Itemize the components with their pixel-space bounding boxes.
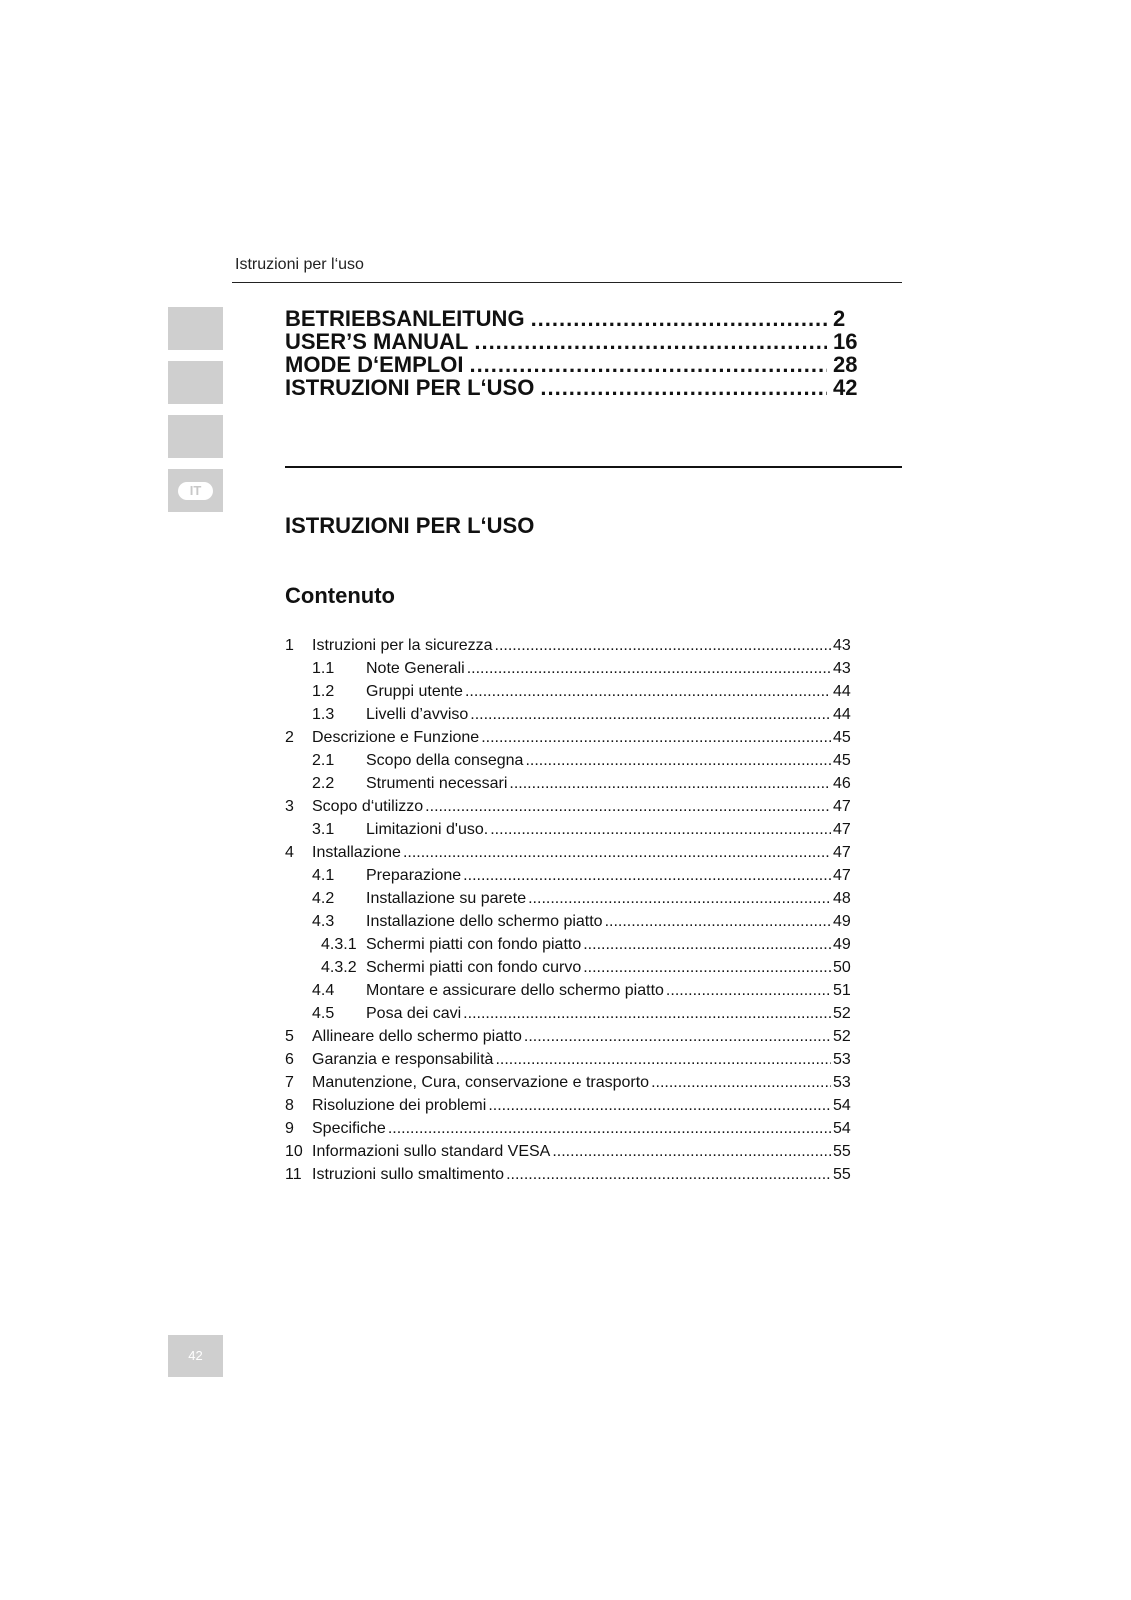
- language-index-title: ISTRUZIONI PER L‘USO: [285, 375, 535, 400]
- toc-entry-title: Specifiche: [312, 1120, 386, 1137]
- language-index-title: MODE D‘EMPLOI: [285, 352, 464, 377]
- toc-entry: [285, 1002, 855, 1025]
- toc-entry: [285, 887, 855, 910]
- toc-entry-title: Garanzia e responsabilità: [312, 1051, 494, 1068]
- toc-entry-page: 46: [833, 775, 851, 792]
- leader-dots: [495, 634, 831, 657]
- toc-entry: [285, 1163, 855, 1186]
- toc-entry: [285, 703, 855, 726]
- language-tab-it: [168, 469, 223, 512]
- toc-entry-number: 2: [285, 729, 294, 746]
- toc-entry-page: 43: [833, 660, 851, 677]
- leader-dots: [552, 1140, 831, 1163]
- toc-entry: [285, 1048, 855, 1071]
- toc-entry-number: 8: [285, 1097, 294, 1114]
- toc-entry-title: Manutenzione, Cura, conservazione e trasporto: [312, 1074, 650, 1091]
- toc-entry-page: 49: [833, 936, 851, 953]
- page-number: 42: [168, 1335, 223, 1377]
- toc-entry: [285, 634, 855, 657]
- toc-entry-page: 53: [833, 1074, 851, 1091]
- toc-entry-page: 52: [833, 1028, 851, 1045]
- toc-entry-title: Installazione: [312, 844, 401, 861]
- language-index-row: [285, 376, 865, 399]
- toc-entry-number: 4.3.1: [321, 936, 357, 953]
- toc-entry-number: 5: [285, 1028, 294, 1045]
- toc-entry-number: 6: [285, 1051, 294, 1068]
- toc-entry-title: Schermi piatti con fondo curvo: [366, 959, 582, 976]
- toc-entry-number: 4: [285, 844, 294, 861]
- leader-dots: [540, 376, 827, 399]
- toc-entry-number: 7: [285, 1074, 294, 1091]
- header-rule: [232, 282, 902, 283]
- toc-entry-page: 44: [833, 683, 851, 700]
- language-index-row: [285, 307, 865, 330]
- leader-dots: [528, 887, 831, 910]
- language-index-row: [285, 353, 865, 376]
- toc-entry: [285, 1140, 855, 1163]
- leader-dots: [583, 956, 831, 979]
- leader-dots: [403, 841, 831, 864]
- toc-entry-title: Montare e assicurare dello schermo piatto: [366, 982, 664, 999]
- toc-entry: [285, 864, 855, 887]
- language-index-page: 16: [833, 329, 858, 354]
- language-index-page: 28: [833, 352, 858, 377]
- toc-entry-page: 45: [833, 729, 851, 746]
- toc-entry-page: 51: [833, 982, 851, 999]
- language-index: [285, 307, 865, 399]
- toc-entry-number: 4.4: [312, 982, 335, 999]
- leader-dots: [525, 749, 831, 772]
- toc-entry-title: Informazioni sullo standard VESA: [312, 1143, 551, 1160]
- toc-entry-number: 4.2: [312, 890, 335, 907]
- toc-entry-page: 48: [833, 890, 851, 907]
- toc-entry: [285, 657, 855, 680]
- toc-entry: [285, 910, 855, 933]
- leader-dots: [495, 1048, 831, 1071]
- toc-entry-title: Note Generali: [366, 660, 465, 677]
- toc-entry-title: Livelli d’avviso: [366, 706, 469, 723]
- toc-entry-page: 43: [833, 637, 851, 654]
- toc-entry: [285, 772, 855, 795]
- toc-entry-page: 47: [833, 798, 851, 815]
- language-tab-1: [168, 307, 223, 350]
- toc-entry-title: Strumenti necessari: [366, 775, 508, 792]
- leader-dots: [490, 818, 831, 841]
- toc-entry: [285, 956, 855, 979]
- toc-entry-number: 4.3: [312, 913, 335, 930]
- toc-entry: [285, 1094, 855, 1117]
- toc-entry-number: 2.1: [312, 752, 335, 769]
- toc-entry-page: 47: [833, 844, 851, 861]
- toc-entry-number: 4.1: [312, 867, 335, 884]
- toc-entry-page: 44: [833, 706, 851, 723]
- toc-entry-page: 49: [833, 913, 851, 930]
- toc-entry-title: Istruzioni sullo smaltimento: [312, 1166, 505, 1183]
- toc-entry-title: Scopo della consegna: [366, 752, 524, 769]
- leader-dots: [469, 353, 827, 376]
- toc-entry-number: 9: [285, 1120, 294, 1137]
- toc-entry: [285, 841, 855, 864]
- leader-dots: [481, 726, 831, 749]
- toc-entry-number: 11: [285, 1166, 302, 1183]
- toc-entry: [285, 726, 855, 749]
- toc-entry-title: Preparazione: [366, 867, 462, 884]
- toc-entry-number: 10: [285, 1143, 303, 1160]
- leader-dots: [506, 1163, 831, 1186]
- toc-entry: [285, 818, 855, 841]
- leader-dots: [488, 1094, 831, 1117]
- language-index-row: [285, 330, 865, 353]
- toc-entry-number: 1.2: [312, 683, 335, 700]
- leader-dots: [509, 772, 831, 795]
- toc-entry-page: 55: [833, 1166, 851, 1183]
- leader-dots: [463, 864, 831, 887]
- toc-entry: [285, 680, 855, 703]
- toc-entry-number: 1.1: [312, 660, 335, 677]
- toc-entry-title: Limitazioni d'uso.: [366, 821, 489, 838]
- toc-entry: [285, 1071, 855, 1094]
- toc-heading: Contenuto: [285, 583, 395, 608]
- toc-entry: [285, 1025, 855, 1048]
- leader-dots: [465, 680, 831, 703]
- toc-entry-number: 4.5: [312, 1005, 335, 1022]
- leader-dots: [467, 657, 831, 680]
- toc-entry-title: Gruppi utente: [366, 683, 463, 700]
- language-index-title: BETRIEBSANLEITUNG: [285, 306, 525, 331]
- toc-entry-title: Istruzioni per la sicurezza: [312, 637, 493, 654]
- leader-dots: [531, 307, 827, 330]
- leader-dots: [651, 1071, 831, 1094]
- toc-entry-number: 3: [285, 798, 294, 815]
- leader-dots: [388, 1117, 831, 1140]
- toc-entry-title: Installazione dello schermo piatto: [366, 913, 603, 930]
- toc-entry: [285, 933, 855, 956]
- language-index-page: 2: [833, 306, 846, 331]
- toc-entry-page: 53: [833, 1051, 851, 1068]
- table-of-contents: [285, 634, 855, 1186]
- toc-entry-number: 3.1: [312, 821, 335, 838]
- toc-entry-title: Schermi piatti con fondo piatto: [366, 936, 582, 953]
- toc-entry-number: 1.3: [312, 706, 335, 723]
- toc-entry: [285, 749, 855, 772]
- language-tab-3: [168, 415, 223, 458]
- leader-dots: [583, 933, 831, 956]
- toc-entry: [285, 979, 855, 1002]
- running-header: Istruzioni per l‘uso: [235, 256, 364, 273]
- leader-dots: [425, 795, 831, 818]
- toc-entry-page: 47: [833, 821, 851, 838]
- toc-entry-number: 4.3.2: [321, 959, 357, 976]
- toc-entry-number: 1: [285, 637, 294, 654]
- toc-entry-title: Scopo d‘utilizzo: [312, 798, 424, 815]
- leader-dots: [605, 910, 831, 933]
- toc-entry-title: Descrizione e Funzione: [312, 729, 480, 746]
- language-index-title: USER’S MANUAL: [285, 329, 469, 354]
- toc-entry-page: 47: [833, 867, 851, 884]
- toc-entry-page: 55: [833, 1143, 851, 1160]
- toc-entry-title: Allineare dello schermo piatto: [312, 1028, 522, 1045]
- toc-entry-title: Risoluzione dei problemi: [312, 1097, 487, 1114]
- toc-entry-title: Installazione su parete: [366, 890, 527, 907]
- toc-entry: [285, 795, 855, 818]
- section-rule: [285, 466, 902, 468]
- toc-entry-page: 54: [833, 1097, 851, 1114]
- toc-entry-title: Posa dei cavi: [366, 1005, 462, 1022]
- leader-dots: [463, 1002, 831, 1025]
- toc-entry-page: 54: [833, 1120, 851, 1137]
- leader-dots: [524, 1025, 831, 1048]
- toc-entry-page: 45: [833, 752, 851, 769]
- leader-dots: [474, 330, 827, 353]
- toc-entry-page: 52: [833, 1005, 851, 1022]
- leader-dots: [666, 979, 831, 1002]
- language-tab-it-label: IT: [178, 482, 213, 500]
- toc-entry-number: 2.2: [312, 775, 335, 792]
- toc-entry: [285, 1117, 855, 1140]
- leader-dots: [470, 703, 831, 726]
- toc-entry-page: 50: [833, 959, 851, 976]
- language-index-page: 42: [833, 375, 858, 400]
- language-tab-2: [168, 361, 223, 404]
- section-title: ISTRUZIONI PER L‘USO: [285, 513, 535, 538]
